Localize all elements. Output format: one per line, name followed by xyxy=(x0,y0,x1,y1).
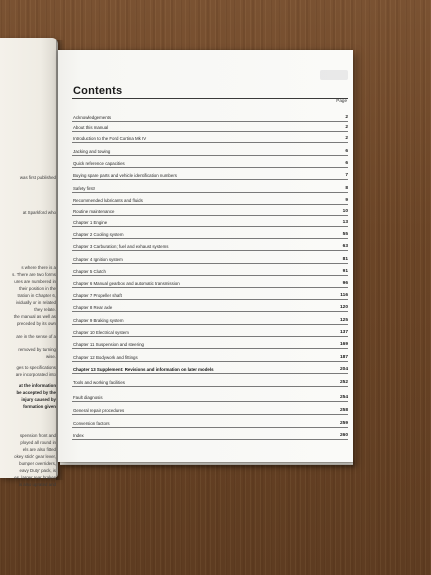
contents-entry xyxy=(72,145,348,156)
entry-title: Conversion factors xyxy=(73,421,110,426)
entry-title: Jacking and towing xyxy=(73,149,111,154)
entry-title: Fault diagnosis xyxy=(73,395,103,400)
entry-page-number: 6 xyxy=(345,149,348,154)
contents-entry xyxy=(72,132,348,143)
contents-entry xyxy=(72,429,348,440)
left-page-line: be accepted by the xyxy=(16,390,56,395)
entry-page-number: 116 xyxy=(340,293,348,298)
entry-title: Chapter 3 Carburation; fuel and exhaust systems xyxy=(73,244,169,249)
entry-page-number: 91 xyxy=(342,269,348,274)
entry-title: Chapter 7 Propeller shaft xyxy=(73,293,122,298)
contents-entry xyxy=(72,363,348,374)
contents-entry xyxy=(72,169,348,180)
entry-page-number: 259 xyxy=(339,421,348,426)
contents-entry xyxy=(72,240,348,251)
contents-entry xyxy=(72,314,348,325)
entry-page-number: 8 xyxy=(345,186,348,191)
contents-entry xyxy=(72,351,348,362)
contents-entry xyxy=(72,265,348,276)
left-page-line: eavy Duty' pack, is xyxy=(19,468,56,473)
entry-title: Chapter 12 Bodywork and fittings xyxy=(73,355,138,360)
left-page-line: injury caused by xyxy=(21,397,56,402)
entry-page-number: 2 xyxy=(345,136,348,141)
left-page-line: ployed all round in xyxy=(20,440,56,445)
left-page-line: at Sparkford who xyxy=(22,210,56,215)
entry-page-number: 6 xyxy=(345,161,348,166)
contents-entry xyxy=(72,228,348,239)
contents-entry xyxy=(72,157,348,168)
left-page-line: spension front and xyxy=(19,433,56,438)
contents-entry xyxy=(72,289,348,300)
left-page-line: bumper overriders, xyxy=(19,461,56,466)
left-page-line: ges to specifications xyxy=(16,365,56,370)
entry-page-number: 204 xyxy=(339,367,348,372)
left-page-line: els are also fitted xyxy=(22,447,56,452)
entry-title: Chapter 11 Suspension and steering xyxy=(73,342,144,347)
contents-entry xyxy=(72,216,348,227)
entry-title: Routine maintenance xyxy=(73,209,115,214)
left-page-line: s where there is a xyxy=(21,265,56,270)
contents-entry xyxy=(72,376,348,387)
entry-page-number: 2 xyxy=(345,125,348,130)
entry-page-number: 10 xyxy=(342,209,348,214)
left-page-line: preceded by its own xyxy=(16,321,56,326)
left-page-line: okey stick' gear lever, xyxy=(14,454,56,459)
entry-page-number: 7 xyxy=(345,173,348,178)
contents-entry xyxy=(72,205,348,216)
left-page-line: was first published xyxy=(19,175,56,180)
left-page-line: wise. xyxy=(45,354,56,359)
left-page-line: at the information xyxy=(18,383,56,388)
entry-page-number: 63 xyxy=(342,244,348,249)
contents-entry xyxy=(72,301,348,312)
left-page-line: tration in Chapter 6, xyxy=(17,293,56,298)
entry-title: Quick reference capacities xyxy=(73,161,125,166)
contents-entry xyxy=(72,404,348,415)
left-page-line: ures are numbered in xyxy=(14,279,56,284)
entry-title: Buying spare parts and vehicle identification numbers xyxy=(73,173,177,178)
entry-page-number: 260 xyxy=(339,433,348,438)
entry-page-number: 258 xyxy=(339,408,348,413)
entry-title: Chapter 4 Ignition system xyxy=(73,257,123,262)
entry-title: Chapter 5 Clutch xyxy=(73,269,106,274)
pencil-mark xyxy=(320,70,348,80)
entry-title: Acknowledgements xyxy=(73,115,112,120)
left-page-line: they relate. xyxy=(34,307,56,312)
entry-page-number: 120 xyxy=(339,305,348,310)
contents-entry xyxy=(72,391,348,402)
entry-page-number: 13 xyxy=(342,220,348,225)
left-page-line: their position in the xyxy=(19,286,56,291)
contents-entry xyxy=(72,253,348,264)
contents-entry xyxy=(72,121,348,132)
entry-title: Chapter 9 Braking system xyxy=(73,318,124,323)
entry-title: Chapter 10 Electrical system xyxy=(73,330,129,335)
entry-page-number: 9 xyxy=(345,198,348,203)
entry-page-number: 125 xyxy=(339,318,348,323)
entry-title: General repair procedures xyxy=(73,408,125,413)
left-page-line: the manual as well as xyxy=(13,314,56,319)
page-column-header: Page xyxy=(336,98,347,103)
left-page-line: ividually or in related xyxy=(15,300,56,305)
contents-entry xyxy=(72,182,348,193)
left-page-line: formation given xyxy=(23,404,56,409)
entry-page-number: 137 xyxy=(339,330,348,335)
left-page-line: is also uprated and xyxy=(18,482,56,487)
entry-page-number: 254 xyxy=(339,395,348,400)
entry-title: Safety first! xyxy=(73,186,95,191)
contents-entry xyxy=(72,277,348,288)
entry-title: Chapter 8 Rear axle xyxy=(73,305,113,310)
entry-page-number: 2 xyxy=(345,115,348,120)
entry-page-number: 55 xyxy=(342,232,348,237)
entry-title: Chapter 6 Manual gearbox and automatic transmission xyxy=(73,281,180,286)
contents-entry xyxy=(72,417,348,428)
entry-title: Introduction to the Ford Cortina Mk IV xyxy=(73,136,147,141)
entry-title: Chapter 1 Engine xyxy=(73,220,108,225)
entry-page-number: 96 xyxy=(342,281,348,286)
contents-entry xyxy=(72,194,348,205)
entry-title: Index xyxy=(73,433,84,438)
left-page-line: es, larger rear brakes xyxy=(14,475,56,480)
entry-page-number: 169 xyxy=(339,342,348,347)
contents-entry xyxy=(72,338,348,349)
left-page-line: are in the sense of a xyxy=(16,334,56,339)
left-page-line: s. There are two forms xyxy=(12,272,56,277)
entry-title: Tools and working facilities xyxy=(73,380,125,385)
entry-page-number: 187 xyxy=(339,355,348,360)
left-page-line: removed by turning xyxy=(18,347,56,352)
entry-title: Chapter 2 Cooling system xyxy=(73,232,124,237)
entry-title: About this manual xyxy=(73,125,109,130)
entry-title: Recommended lubricants and fluids xyxy=(73,198,143,203)
entry-title: Chapter 13 Supplement: Revisions and information on later models xyxy=(73,367,214,372)
entry-page-number: 252 xyxy=(339,380,348,385)
contents-title: Contents xyxy=(73,85,123,97)
left-facing-page xyxy=(0,38,58,487)
left-page-line: are incorporated into xyxy=(15,372,56,377)
contents-entry xyxy=(72,326,348,337)
entry-page-number: 81 xyxy=(342,257,348,262)
